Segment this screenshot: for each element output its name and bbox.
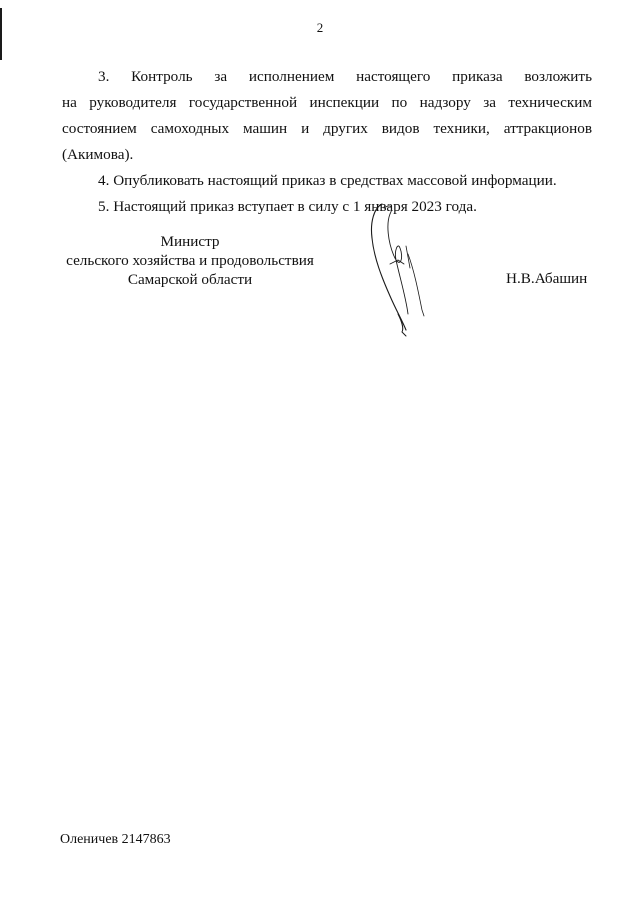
signature-stroke-right [408,254,424,316]
paragraph-3-first-line: 3. Контроль за исполнением настоящего приказа возложить [98,68,592,85]
signature-stroke-bottom [398,314,406,336]
paragraph-4: 4. Опубликовать настоящий приказ в средствах массовой информации. [98,172,557,189]
page-number: 2 [316,20,324,35]
signature-stroke-loop [384,206,408,314]
signature-stroke-main [371,204,406,330]
order-body [62,64,592,220]
signatory-ministry: сельского хозяйства и продовольствия [66,252,314,269]
handwritten-signature [360,198,440,340]
executor-note: Оленичев 2147863 [60,832,171,847]
signatory-region: Самарской области [127,271,253,288]
paragraph-3-continuation: на руководителя государственной инспекции по надзору за техническим состоянием самоходных машин и других видов техники, аттракционов (Акимова). [62,94,592,163]
signatory-position [60,232,320,289]
signatory-name: Н.В.Абашин [506,270,588,287]
signatory-title: Министр [160,233,220,250]
paragraph-5: 5. Настоящий приказ вступает в силу с 1 января 2023 года. [98,198,477,215]
